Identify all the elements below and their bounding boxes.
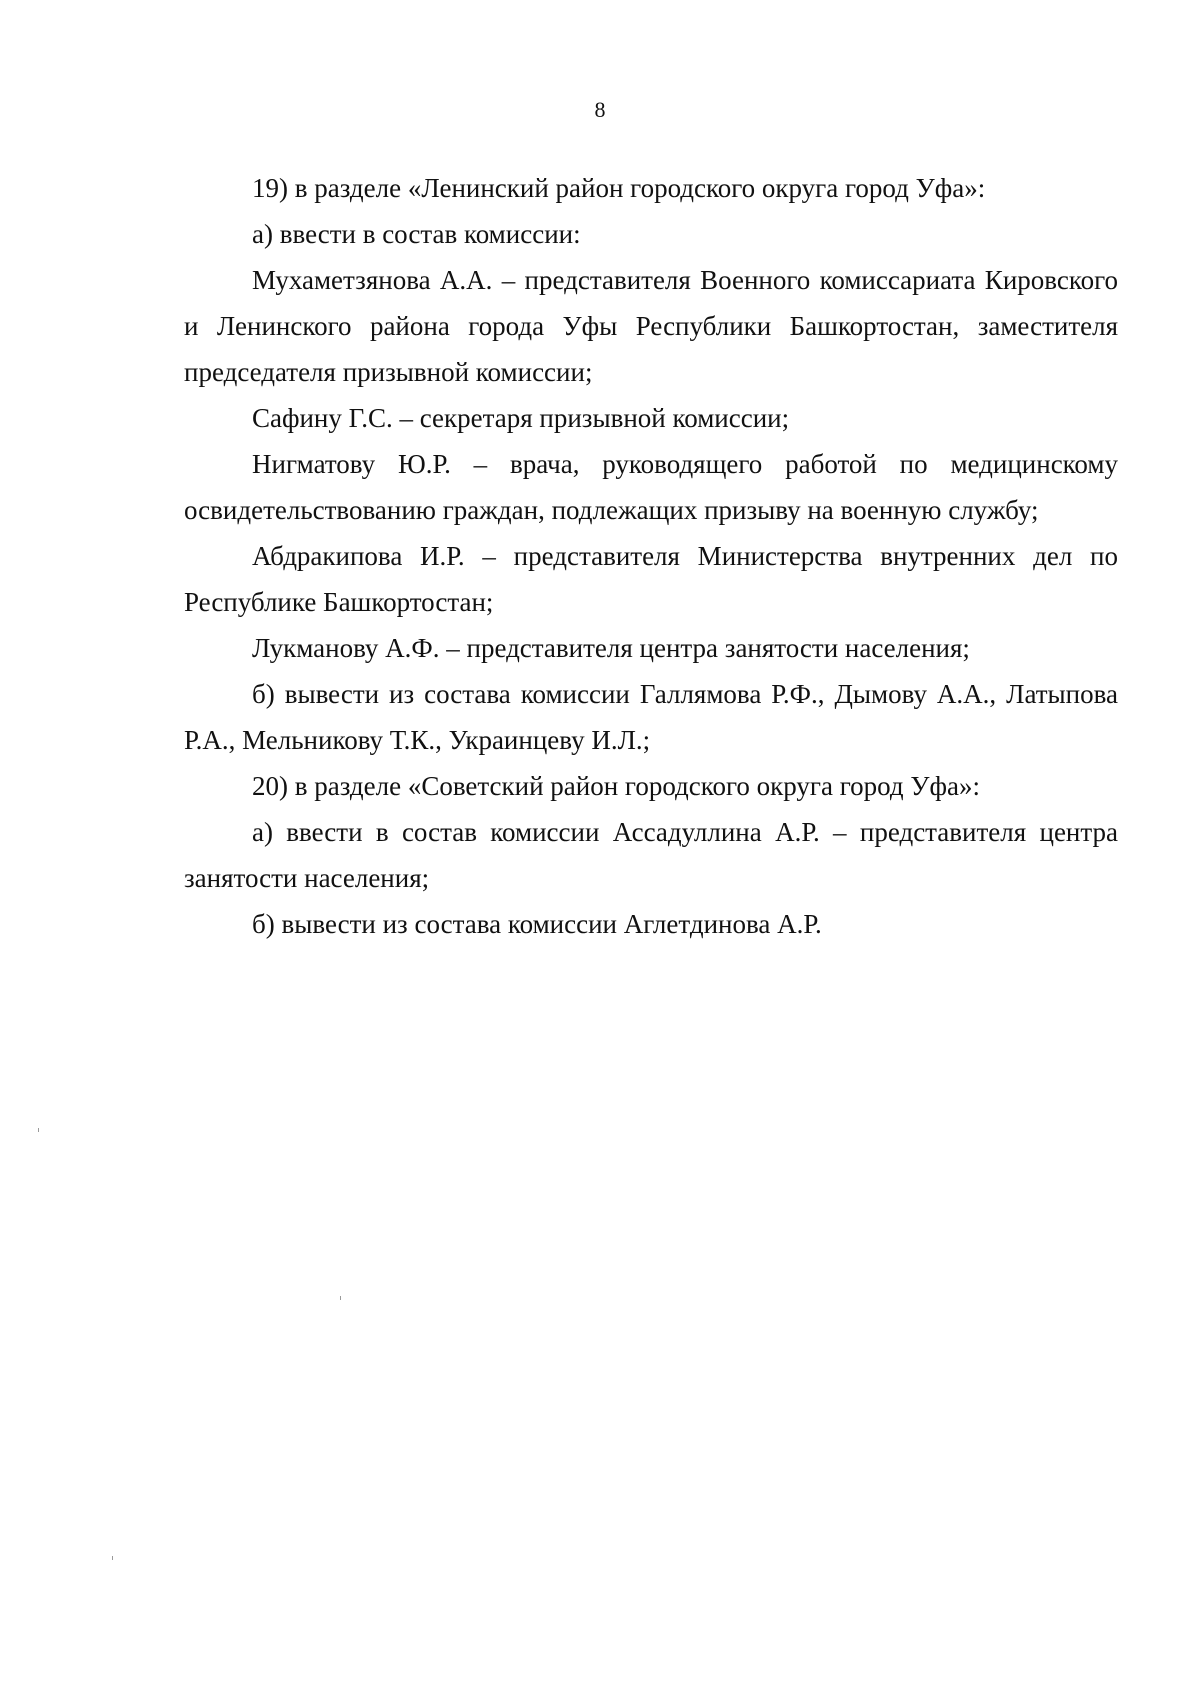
section-19-heading: 19) в разделе «Ленинский район городского округа город Уфа»: bbox=[252, 173, 986, 203]
page-number: 8 bbox=[594, 97, 606, 122]
member-entry-safina: Сафину Г.С. – секретаря призывной комиссии; bbox=[252, 403, 790, 433]
document-body bbox=[184, 165, 1118, 947]
scan-speck bbox=[340, 1296, 341, 1300]
section-19-remove-entry: б) вывести из состава комиссии Галлямова Р.Ф., Дымову А.А., Латыпова Р.А., Мельникову Т.К., Украинцеву И.Л.; bbox=[184, 679, 1118, 755]
section-20-remove-entry: б) вывести из состава комиссии Аглетдинова А.Р. bbox=[252, 909, 822, 939]
member-entry-mukhametzyanov: Мухаметзянова А.А. – представителя Военного комиссариата Кировского и Ленинского района города Уфы Республики Башкортостан, заместителя председателя призывной комиссии; bbox=[184, 265, 1118, 387]
member-entry-nigmatova: Нигматову Ю.Р. – врача, руководящего работой по медицинскому освидетельствованию граждан, подлежащих призыву на военную службу; bbox=[184, 449, 1118, 525]
section-20-heading: 20) в разделе «Советский район городского округа город Уфа»: bbox=[252, 771, 980, 801]
member-entry-abdrakipov: Абдракипова И.Р. – представителя Министерства внутренних дел по Республике Башкортостан; bbox=[184, 541, 1118, 617]
scan-speck bbox=[112, 1556, 113, 1560]
member-entry-lukmanova: Лукманову А.Ф. – представителя центра занятости населения; bbox=[252, 633, 970, 663]
section-19-add-heading: а) ввести в состав комиссии: bbox=[252, 219, 581, 249]
scan-speck bbox=[38, 1128, 39, 1132]
section-20-add-entry: а) ввести в состав комиссии Ассадуллина А.Р. – представителя центра занятости населения; bbox=[184, 817, 1118, 893]
